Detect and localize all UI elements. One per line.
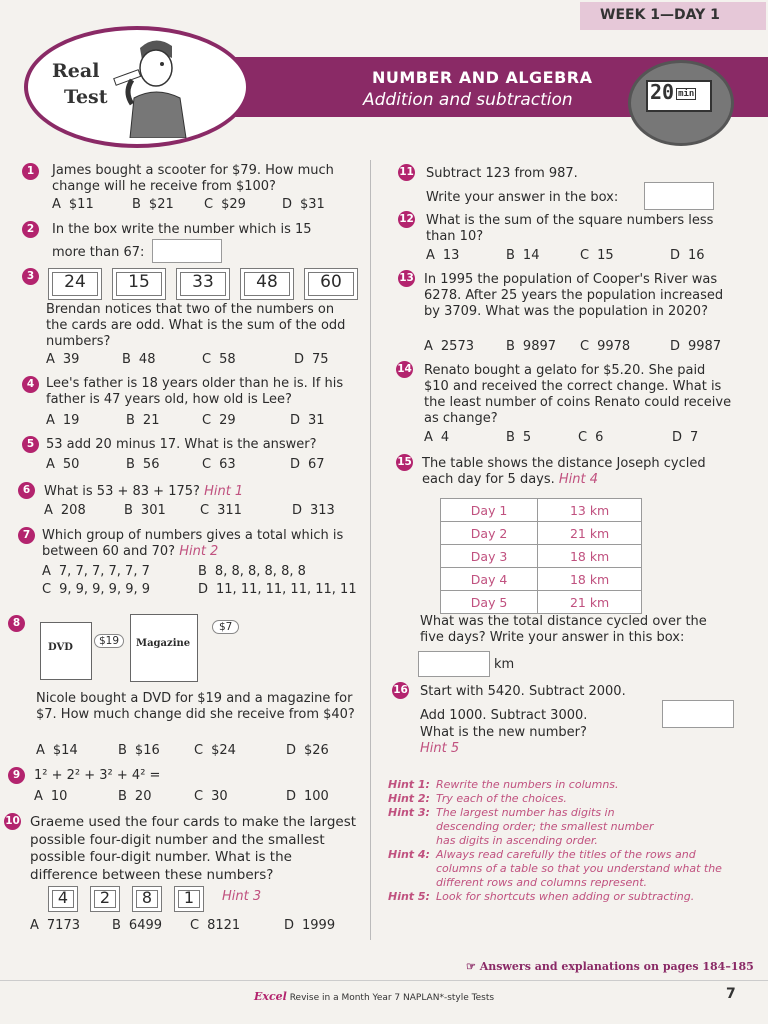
- hint-link[interactable]: Hint 4: [558, 472, 599, 487]
- question-number: 3: [22, 268, 39, 285]
- hints-panel: [388, 778, 740, 904]
- option-d[interactable]: D 31: [290, 413, 325, 428]
- question-15-text-2: What was the total distance cycled over the five days? Write your answer in this box:: [420, 614, 707, 645]
- option-d[interactable]: D $31: [282, 197, 325, 212]
- digit-card: 1: [174, 886, 204, 912]
- student-drinking-illustration: [110, 36, 200, 138]
- table-row: [441, 591, 642, 614]
- hint-row: Hint 3: The largest number has digits in descending order; the smallest number has digits in ascending order.: [388, 806, 654, 847]
- option-d[interactable]: D 67: [290, 457, 325, 472]
- week-day-label: WEEK 1—DAY 1: [600, 7, 720, 23]
- digit-card: 4: [48, 886, 78, 912]
- option-d[interactable]: D 100: [286, 789, 329, 804]
- question-4-text: Lee's father is 18 years older than he is. If his father is 47 years old, how old is Lee?: [46, 376, 344, 407]
- hint-link[interactable]: Hint 1: [204, 484, 244, 499]
- option-a[interactable]: A 19: [46, 413, 80, 428]
- question-number: 2: [22, 221, 39, 238]
- number-card: 33: [176, 268, 230, 300]
- day-cell: Day 2: [441, 522, 538, 545]
- option-b[interactable]: B 20: [118, 789, 152, 804]
- question-number: 11: [398, 164, 415, 181]
- option-c[interactable]: C 6: [578, 430, 604, 445]
- option-a[interactable]: A 39: [46, 352, 80, 367]
- question-10-text: Graeme used the four cards to make the largest possible four-digit number and the smallest possible four-digit number. What is the difference between these numbers?: [30, 814, 357, 883]
- question-6-stem: What is 53 + 83 + 175?: [44, 484, 200, 499]
- option-b[interactable]: B 5: [506, 430, 532, 445]
- option-a[interactable]: A 4: [424, 430, 450, 445]
- option-d[interactable]: D 1999: [284, 918, 336, 933]
- answer-box-q16[interactable]: [662, 700, 734, 728]
- section-subtitle: Addition and subtraction: [363, 90, 573, 110]
- option-c[interactable]: C 58: [202, 352, 236, 367]
- table-row: [441, 545, 642, 568]
- footer-rule: [0, 980, 768, 981]
- option-b[interactable]: B $21: [132, 197, 174, 212]
- excel-brand: Excel: [254, 990, 287, 1003]
- question-11-text: Subtract 123 from 987.: [426, 166, 578, 181]
- day-cell: Day 5: [441, 591, 538, 614]
- question-number: 10: [4, 813, 21, 830]
- question-number: 12: [398, 211, 415, 228]
- distance-cell: 21 km: [538, 522, 642, 545]
- day-cell: Day 1: [441, 499, 538, 522]
- digit-card: 8: [132, 886, 162, 912]
- option-b[interactable]: B 48: [122, 352, 156, 367]
- question-1-text: James bought a scooter for $79. How much change will he receive from $100?: [52, 163, 334, 194]
- question-number: 5: [22, 436, 39, 453]
- magazine-price-tag: $7: [212, 620, 239, 634]
- question-8-text: Nicole bought a DVD for $19 and a magazine for $7. How much change did she receive from $40?: [36, 691, 355, 722]
- option-c[interactable]: C $24: [194, 743, 236, 758]
- answers-reference: ☞ Answers and explanations on pages 184–185: [466, 960, 754, 973]
- number-card: 15: [112, 268, 166, 300]
- option-d[interactable]: D 313: [292, 503, 335, 518]
- option-d[interactable]: D $26: [286, 743, 329, 758]
- question-number: 4: [22, 376, 39, 393]
- magazine-label: Magazine: [136, 638, 191, 649]
- answer-box-q2[interactable]: [152, 239, 222, 263]
- footer-book: [254, 990, 494, 1003]
- question-2-text: In the box write the number which is 15: [52, 222, 312, 237]
- distance-cell: 18 km: [538, 568, 642, 591]
- option-b[interactable]: B 301: [124, 503, 166, 518]
- question-16-text-2: Add 1000. Subtract 3000.: [420, 708, 588, 723]
- option-d[interactable]: D 75: [294, 352, 329, 367]
- distance-cell: 18 km: [538, 545, 642, 568]
- day-cell: Day 3: [441, 545, 538, 568]
- dvd-label: DVD: [48, 642, 73, 653]
- option-a[interactable]: A 7, 7, 7, 7, 7, 7: [42, 564, 150, 579]
- question-3-text: Brendan notices that two of the numbers on the cards are odd. What is the sum of the odd numbers?: [46, 302, 346, 349]
- hint-link[interactable]: Hint 3: [222, 889, 262, 904]
- question-7-text: [42, 528, 362, 560]
- logo-test: Test: [64, 86, 108, 108]
- digit-card: 2: [90, 886, 120, 912]
- question-2-text-2: more than 67:: [52, 245, 145, 260]
- hint-row: Hint 1: Rewrite the numbers in columns.: [388, 778, 619, 791]
- question-number: 8: [8, 615, 25, 632]
- question-9-text: 1² + 2² + 3² + 4² =: [34, 768, 161, 783]
- number-card: 60: [304, 268, 358, 300]
- question-12-text: What is the sum of the square numbers less than 10?: [426, 213, 714, 244]
- question-15-text: [422, 456, 734, 488]
- question-16-text: Start with 5420. Subtract 2000.: [420, 684, 626, 699]
- option-a[interactable]: A 50: [46, 457, 80, 472]
- hint-link[interactable]: Hint 2: [179, 544, 219, 559]
- option-c[interactable]: C 9978: [580, 339, 631, 354]
- column-divider: [370, 160, 371, 940]
- day-cell: Day 4: [441, 568, 538, 591]
- option-b[interactable]: B 14: [506, 248, 540, 263]
- option-c[interactable]: C 15: [580, 248, 614, 263]
- option-a[interactable]: A 10: [34, 789, 68, 804]
- option-a[interactable]: A 208: [44, 503, 86, 518]
- option-b[interactable]: B 56: [126, 457, 160, 472]
- dvd-price-tag: $19: [94, 634, 124, 648]
- question-number: 13: [398, 270, 415, 287]
- option-c[interactable]: C 8121: [190, 918, 241, 933]
- km-unit: km: [494, 657, 515, 672]
- question-number: 15: [396, 454, 413, 471]
- option-c[interactable]: C 29: [202, 413, 236, 428]
- option-a[interactable]: A 13: [426, 248, 460, 263]
- answer-box-q15[interactable]: [418, 651, 490, 677]
- question-number: 6: [18, 482, 35, 499]
- question-number: 7: [18, 527, 35, 544]
- question-number: 14: [396, 361, 413, 378]
- question-number: 1: [22, 163, 39, 180]
- option-c[interactable]: C 9, 9, 9, 9, 9, 9: [42, 582, 151, 597]
- table-row: [441, 499, 642, 522]
- question-13-text: In 1995 the population of Cooper's River was 6278. After 25 years the population increased by 3709. What was the population in 2020?: [424, 272, 724, 319]
- question-14-text: Renato bought a gelato for $5.20. She paid $10 and received the correct change. What is the least number of coins Renato could receive as change?: [424, 363, 732, 426]
- option-a[interactable]: A 7173: [30, 918, 80, 933]
- table-row: [441, 568, 642, 591]
- option-a[interactable]: A $14: [36, 743, 78, 758]
- distance-cell: 21 km: [538, 591, 642, 614]
- option-b[interactable]: B $16: [118, 743, 160, 758]
- option-a[interactable]: A $11: [52, 197, 94, 212]
- section-title: NUMBER AND ALGEBRA: [372, 68, 593, 87]
- distance-table: [440, 498, 642, 614]
- question-7-stem: Which group of numbers gives a total which is between 60 and 70?: [42, 528, 344, 559]
- number-card: 48: [240, 268, 294, 300]
- option-c[interactable]: C 311: [200, 503, 242, 518]
- logo-real: Real: [52, 60, 100, 82]
- question-15-stem: The table shows the distance Joseph cycled each day for 5 days.: [422, 456, 706, 487]
- distance-cell: 13 km: [538, 499, 642, 522]
- option-a[interactable]: A 2573: [424, 339, 474, 354]
- question-5-text: 53 add 20 minus 17. What is the answer?: [46, 437, 317, 452]
- option-d[interactable]: D 9987: [670, 339, 722, 354]
- option-b[interactable]: B 8, 8, 8, 8, 8, 8: [198, 564, 306, 579]
- option-b[interactable]: B 6499: [112, 918, 163, 933]
- page-number: 7: [726, 986, 736, 1002]
- hint-link[interactable]: Hint 5: [420, 741, 460, 756]
- option-d[interactable]: D 7: [672, 430, 699, 445]
- option-b[interactable]: B 9897: [506, 339, 557, 354]
- option-b[interactable]: B 21: [126, 413, 160, 428]
- hint-row: Hint 2: Try each of the choices.: [388, 792, 567, 805]
- question-number: 16: [392, 682, 409, 699]
- option-d[interactable]: D 11, 11, 11, 11, 11, 11: [198, 582, 357, 597]
- book-title: Revise in a Month Year 7 NAPLAN*-style Tests: [289, 993, 495, 1003]
- stopwatch-time: 20 min: [650, 80, 695, 104]
- question-11-text-2: Write your answer in the box:: [426, 190, 619, 205]
- hint-row: Hint 5: Look for shortcuts when adding or subtracting.: [388, 890, 695, 903]
- question-16-text-3: What is the new number?: [420, 725, 587, 740]
- question-number: 9: [8, 767, 25, 784]
- option-c[interactable]: C 63: [202, 457, 236, 472]
- hint-row: Hint 4: Always read carefully the titles of the rows and columns of a table so that you understand what the different rows and columns represent.: [388, 848, 722, 889]
- table-row: [441, 522, 642, 545]
- answer-box-q11[interactable]: [644, 182, 714, 210]
- number-card: 24: [48, 268, 102, 300]
- option-d[interactable]: D 16: [670, 248, 705, 263]
- question-6-text: [44, 484, 354, 500]
- option-c[interactable]: C $29: [204, 197, 246, 212]
- pointing-hand-icon: ☞: [466, 960, 480, 973]
- option-c[interactable]: C 30: [194, 789, 228, 804]
